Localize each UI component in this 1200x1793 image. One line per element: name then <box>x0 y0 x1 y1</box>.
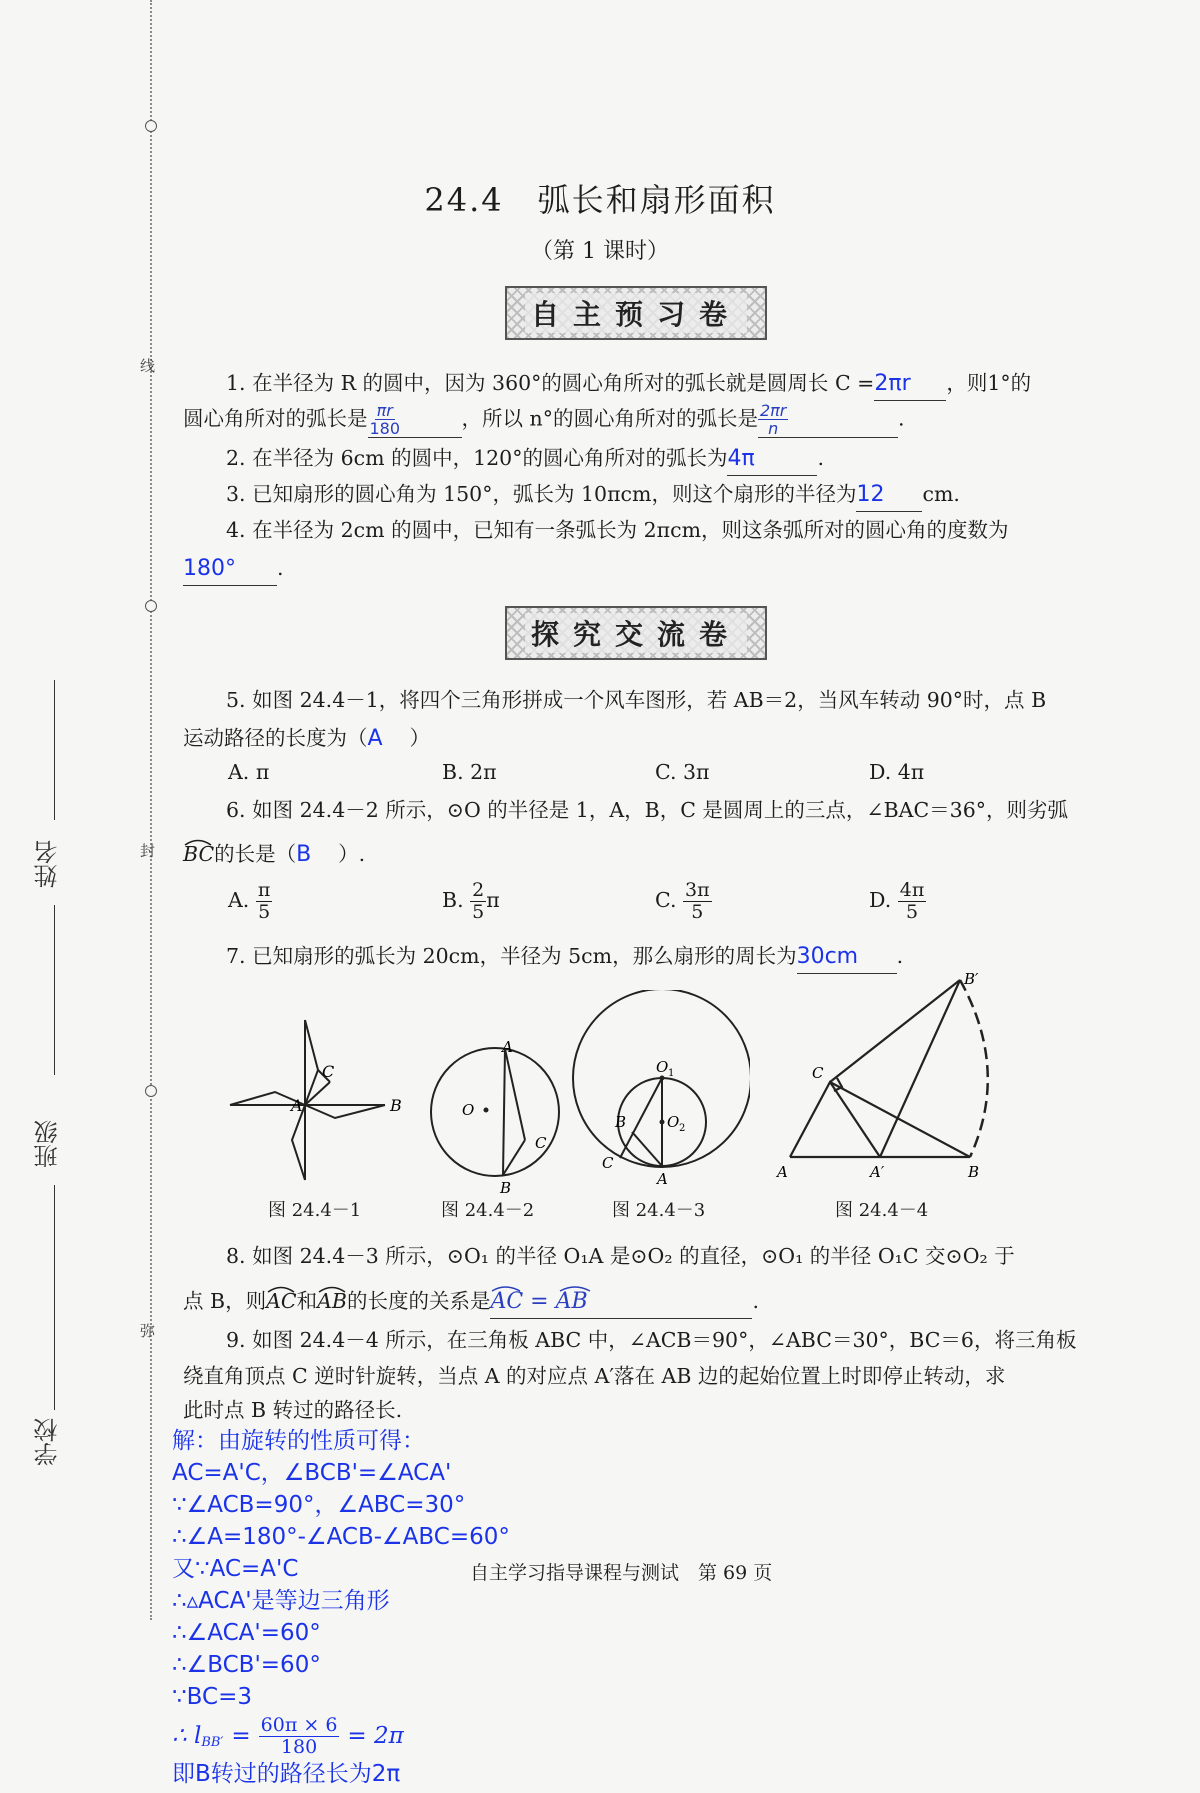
solution-line-8: ∴∠BCB'=60° <box>172 1652 321 1678</box>
q6-text: ）. <box>338 842 366 866</box>
figure-4-caption: 图 24.4－4 <box>835 1200 929 1221</box>
fig4-label-b-prime: B′ <box>964 970 979 988</box>
formula-prefix: ∴ l <box>172 1723 202 1749</box>
solution-line-4: ∴∠A=180°-∠ACB-∠ABC=60° <box>172 1524 510 1550</box>
q7-text: 7. 已知扇形的弧长为 20cm，半径为 5cm，那么扇形的周长为 <box>226 944 797 968</box>
question-7 <box>226 940 903 974</box>
fig4-label-a-prime: A′ <box>870 1163 885 1181</box>
q5-option-c: C. 3π <box>655 760 710 784</box>
fig3-label-o1-sub: 1 <box>668 1068 675 1079</box>
figure-1-caption: 图 24.4－1 <box>268 1200 362 1221</box>
q8-arc-ab <box>317 1289 347 1313</box>
figure-two-circles <box>570 990 750 1190</box>
formula-fraction <box>259 1715 340 1758</box>
question-1-line-1 <box>226 367 1031 401</box>
fraction-numerator: 4π <box>899 879 925 901</box>
figure-2-caption: 图 24.4－2 <box>441 1200 535 1221</box>
fig4-label-a: A <box>777 1163 788 1181</box>
name-field-label: 姓名 <box>34 840 62 888</box>
q5-option-b: B. 2π <box>442 760 497 784</box>
page-footer: 自主学习指导课程与测试 第 69 页 <box>470 1562 773 1584</box>
fig4-label-b: B <box>968 1163 980 1181</box>
q1-answer-1: 2πr <box>874 368 946 401</box>
q5-option-d: D. 4π <box>869 760 925 784</box>
fraction-numerator: 2 <box>472 879 485 901</box>
q1-answer-3 <box>758 402 898 438</box>
formula-subscript: BB′ <box>201 1735 224 1750</box>
q5-text: ） <box>409 726 430 750</box>
margin-word-close: 弥 <box>140 1322 156 1340</box>
option-label: B. <box>442 888 464 912</box>
arc-mark-icon <box>317 1283 347 1293</box>
solution-line-1: 解：由旋转的性质可得： <box>172 1428 425 1454</box>
option-fraction <box>898 880 927 923</box>
section-banner-label: 探究交流卷 <box>525 613 747 653</box>
fig3-label-o2-sub: 2 <box>679 1123 686 1134</box>
question-6-line-1: 6. 如图 24.4－2 所示，⊙O 的半径是 1，A，B，C 是圆周上的三点，∠BAC＝36°，则劣弧 <box>226 798 1068 822</box>
q5-text: 运动路径的长度为（ <box>183 726 368 750</box>
q2-text: . <box>817 446 824 470</box>
question-1-line-2 <box>183 402 905 438</box>
question-9-line-2: 绕直角顶点 C 逆时针旋转，当点 A 的对应点 A′落在 AB 边的起始位置上时即停止转动，求 <box>183 1364 1006 1388</box>
arc-mark-icon <box>183 836 213 846</box>
option-label: D. <box>869 888 892 912</box>
question-9-line-1: 9. 如图 24.4－4 所示，在三角板 ABC 中，∠ACB＝90°，∠ABC＝30°，BC＝6，将三角板 <box>226 1328 1077 1352</box>
fig1-label-b: B <box>390 1096 402 1115</box>
q8-text: 点 B，则 <box>183 1289 267 1313</box>
section-banner-preview <box>505 286 767 340</box>
q5-option-a: A. π <box>228 760 270 784</box>
option-label: C. <box>655 888 677 912</box>
fraction-numerator: 60π × 6 <box>260 1713 338 1736</box>
q2-text: 2. 在半径为 6cm 的圆中，120°的圆心角所对的弧长为 <box>226 446 728 470</box>
q1-text: ，则1°的 <box>946 371 1032 395</box>
arc-label: AB <box>317 1289 347 1313</box>
solution-line-5: 又∵AC=A'C <box>172 1556 299 1582</box>
binding-circle <box>145 120 157 132</box>
q3-text: 3. 已知扇形的圆心角为 150°，弧长为 10πcm，则这个扇形的半径为 <box>226 482 857 506</box>
solution-line-3: ∵∠ACB=90°，∠ABC=30° <box>172 1492 466 1518</box>
fraction-denominator: 5 <box>691 901 704 923</box>
binding-circle <box>145 600 157 612</box>
fig2-label-a: A <box>502 1040 513 1056</box>
fraction-numerator: 2πr <box>759 401 787 420</box>
fig3-label-c: C <box>602 1154 614 1172</box>
solution-line-7: ∴∠ACA'=60° <box>172 1620 321 1646</box>
fig3-label-a: A <box>657 1170 668 1188</box>
class-field-label: 班级 <box>34 1120 62 1168</box>
question-4-line-2 <box>183 552 284 586</box>
q8-text: 的长度的关系是 <box>346 1289 491 1313</box>
margin-word-line: 线 <box>140 357 156 375</box>
q8-text: 和 <box>296 1289 318 1313</box>
fraction-numerator: πr <box>376 401 393 420</box>
fraction-denominator: 180 <box>369 419 401 438</box>
solution-formula: ∴ l BB′ = $\frac{60\pi \times 6}{180}$ = 2π <box>172 1713 404 1758</box>
q1-answer-2 <box>368 402 462 438</box>
option-label: A. <box>228 888 250 912</box>
margin-word-seal: 封 <box>140 842 156 860</box>
class-field-line <box>54 1185 55 1410</box>
q7-text: . <box>896 944 904 968</box>
figure-3-caption: 图 24.4－3 <box>612 1200 706 1221</box>
page-subtitle: （第 1 课时） <box>531 239 669 264</box>
figure-circle-chord <box>420 1040 560 1195</box>
arc-mark-icon <box>266 1283 296 1293</box>
solution-conclusion: 即B转过的路径长为2π <box>172 1761 401 1787</box>
fig3-label-o2: O <box>667 1113 680 1131</box>
arc-mark-icon <box>490 1282 600 1292</box>
solution-line-9: ∵BC=3 <box>172 1684 252 1710</box>
q6-option-b <box>442 880 500 923</box>
q3-answer: 12 <box>856 479 922 512</box>
q1-answer-3-fraction <box>758 402 788 437</box>
option-tail: π <box>486 888 500 912</box>
q1-text: 1. 在半径为 R 的圆中，因为 360°的圆心角所对的弧长就是圆周长 C = <box>226 371 875 395</box>
q1-text: 圆心角所对的弧长是 <box>183 406 368 431</box>
fig3-label-o1: O <box>656 1058 669 1076</box>
q1-text: . <box>897 406 905 431</box>
q8-text: . <box>752 1289 759 1313</box>
question-4-line-1: 4. 在半径为 2cm 的圆中，已知有一条弧长为 2πcm，则这条弧所对的圆心角的度数为 <box>226 518 1009 542</box>
fraction-denominator: 5 <box>258 901 271 923</box>
fraction-denominator: 5 <box>906 901 919 923</box>
fig1-label-a: A <box>291 1096 303 1115</box>
school-field-label: 学校 <box>34 1418 62 1466</box>
fig3-label-b: B <box>615 1113 627 1131</box>
q4-answer: 180° <box>183 553 277 586</box>
fig1-label-c: C <box>322 1062 335 1081</box>
q6-option-d <box>869 880 926 923</box>
binding-circle <box>145 1085 157 1097</box>
fraction-denominator: 180 <box>280 1735 318 1758</box>
q6-text: 的长是（ <box>214 842 297 866</box>
figure-rotated-triangle <box>770 970 1010 1185</box>
fig2-label-b: B <box>500 1179 512 1195</box>
arc-label: BC <box>183 842 215 866</box>
fraction-denominator: 5 <box>472 901 485 923</box>
option-fraction <box>256 880 273 923</box>
page-title: 24.4 弧长和扇形面积 <box>424 181 776 219</box>
solution-line-2: AC=A'C，∠BCB'=∠ACA' <box>172 1460 452 1486</box>
section-banner-label: 自主预习卷 <box>525 293 747 333</box>
section-banner-explore <box>505 606 767 660</box>
figure-pinwheel <box>225 1015 415 1190</box>
q8-answer-text: AC = AB <box>490 1289 588 1314</box>
fraction-denominator: n <box>768 419 779 438</box>
q6-answer: B <box>296 842 312 867</box>
question-8-line-2 <box>183 1285 759 1319</box>
fig2-label-o: O <box>462 1101 475 1119</box>
q2-answer: 4π <box>727 443 817 476</box>
question-2 <box>226 442 824 476</box>
option-fraction <box>470 880 486 923</box>
formula-result: = 2π <box>347 1723 404 1749</box>
q3-text: cm. <box>922 482 960 506</box>
q1-answer-2-fraction <box>368 402 403 437</box>
question-5-line-1: 5. 如图 24.4－1，将四个三角形拼成一个风车图形，若 AB＝2，当风车转动 90°时，点 B <box>226 688 1047 712</box>
fig2-label-c: C <box>535 1134 547 1152</box>
name-field-line <box>54 680 55 820</box>
q7-answer: 30cm <box>797 941 897 974</box>
solution-line-6: ∴▵ACA'是等边三角形 <box>172 1588 390 1614</box>
q8-answer <box>490 1286 752 1319</box>
question-5-line-2 <box>183 722 430 755</box>
q6-arc-bc <box>183 842 214 866</box>
question-3 <box>226 478 960 512</box>
fraction-numerator: 3π <box>685 879 710 901</box>
name-field-line <box>54 905 55 1075</box>
q6-option-c <box>655 880 712 923</box>
q6-option-a <box>228 880 272 923</box>
q5-answer: A <box>367 726 383 751</box>
question-6-line-2 <box>183 838 365 871</box>
question-8-line-1: 8. 如图 24.4－3 所示，⊙O₁ 的半径 O₁A 是⊙O₂ 的直径，⊙O₁ 的半径 O₁C 交⊙O₂ 于 <box>226 1244 1015 1268</box>
option-fraction <box>683 880 712 923</box>
question-9-line-3: 此时点 B 转过的路径长. <box>183 1398 403 1422</box>
q1-text: ，所以 n°的圆心角所对的弧长是 <box>461 406 758 431</box>
fig4-label-c: C <box>812 1064 824 1082</box>
fraction-numerator: π <box>257 879 271 901</box>
arc-label: AC <box>266 1289 297 1313</box>
q4-text: . <box>277 556 284 580</box>
q8-arc-ac <box>266 1289 297 1313</box>
